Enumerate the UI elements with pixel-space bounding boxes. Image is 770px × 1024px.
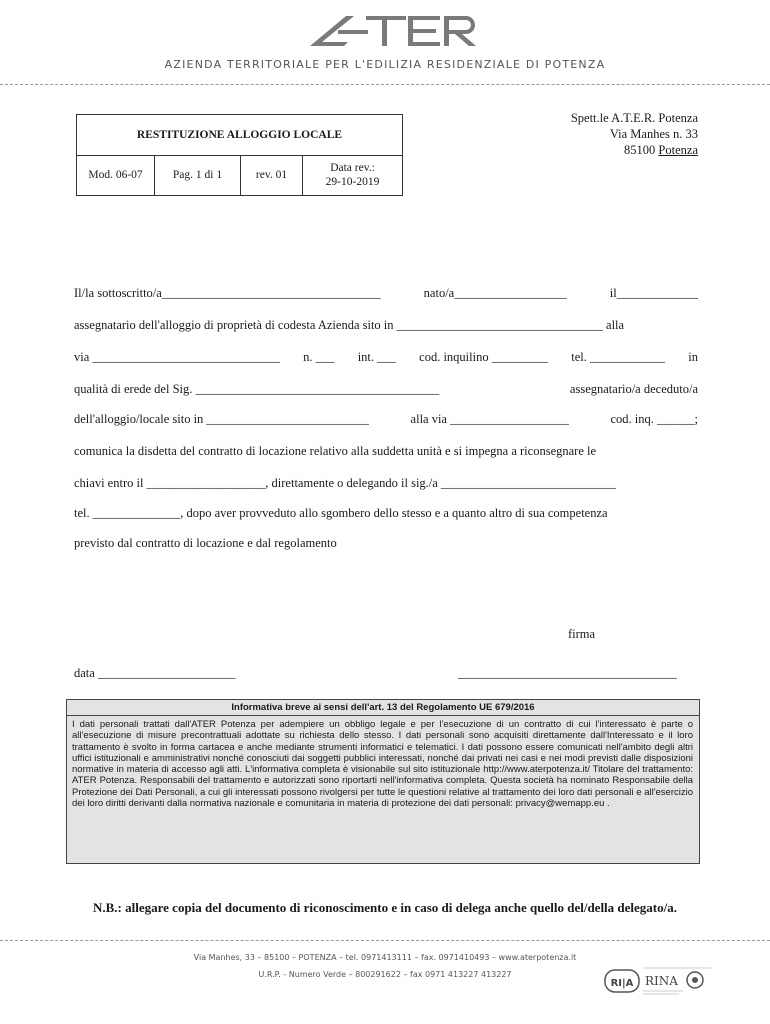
date-field[interactable]: data ______________________: [74, 666, 236, 680]
privacy-title: Informativa breve ai sensi dell'art. 13 del Regolamento UE 679/2016: [67, 700, 699, 716]
svg-text:RI|A: RI|A: [610, 978, 634, 989]
svg-text:RINA: RINA: [645, 974, 678, 988]
signature-field[interactable]: ___________________________________: [458, 666, 677, 680]
keys-return-field[interactable]: chiavi entro il ___________________, direttamente o delegando il sig./a ____________________________: [74, 476, 616, 490]
in-text: in: [688, 350, 698, 364]
body-line-8: [74, 506, 698, 521]
interior-field[interactable]: int. ___: [357, 350, 396, 364]
privacy-notice-box: [66, 699, 700, 864]
property-location-field[interactable]: assegnatario dell'alloggio di proprietà di codesta Azienda sito in _________________________________ alla: [74, 318, 625, 332]
deceased-text: assegnatario/a deceduto/a: [569, 382, 698, 396]
attachment-note: N.B.: allegare copia del documento di riconoscimento e in caso di delega anche quello del/della delegato/a.: [92, 900, 677, 915]
body-line-4: [74, 382, 698, 397]
addressee-block: [571, 110, 698, 158]
footer-divider: [0, 940, 770, 941]
revision-date-label: Data rev.:: [330, 162, 375, 174]
ater-logo: [308, 14, 478, 48]
body-line-6: [74, 444, 698, 459]
body-line-5: [74, 412, 698, 427]
street-field[interactable]: via ______________________________: [74, 350, 280, 364]
form-id-table: [76, 114, 403, 196]
footer-contacts: Via Manhes, 33 – 85100 – POTENZA – tel. 0971413111 – fax. 0971410493 – www.aterpotenza.it: [193, 953, 577, 962]
form-revision: rev. 01: [241, 155, 303, 195]
body-line-9: previsto dal contratto di locazione e dal regolamento: [74, 536, 337, 550]
delegate-phone-field[interactable]: tel. ______________, dopo aver provveduto allo sgombero dello stesso e a quanto altro di sua competenza: [74, 506, 608, 520]
addressee-cap: 85100: [624, 143, 656, 157]
heir-of-field[interactable]: qualità di erede del Sig. _______________________________________: [74, 382, 440, 396]
addressee-city-line: [571, 142, 698, 158]
body-line-2: [74, 318, 698, 333]
form-module: Mod. 06-07: [77, 155, 155, 195]
unit-street-field[interactable]: alla via ___________________: [410, 412, 569, 426]
rina-certification-logo: [603, 960, 713, 1000]
termination-text: comunica la disdetta del contratto di locazione relativo alla suddetta unità e si impegna a riconsegnare le: [74, 444, 597, 458]
unit-location-field[interactable]: dell'alloggio/locale sito in __________________________: [74, 412, 369, 426]
signature-label: firma: [568, 627, 596, 641]
signatory-field[interactable]: Il/la sottoscritto/a___________________________________: [74, 286, 381, 300]
body-line-7: [74, 476, 698, 491]
birthdate-field[interactable]: il_____________: [609, 286, 698, 300]
phone-field[interactable]: tel. ____________: [571, 350, 665, 364]
form-revision-date: [303, 155, 402, 195]
form-page: Pag. 1 di 1: [155, 155, 241, 195]
addressee-street: Via Manhes n. 33: [609, 127, 698, 141]
addressee-name: Spett.le A.T.E.R. Potenza: [570, 111, 698, 125]
number-field[interactable]: n. ___: [303, 350, 335, 364]
unit-code-field[interactable]: cod. inq. ______;: [610, 412, 698, 426]
tenant-code-field[interactable]: cod. inquilino _________: [419, 350, 548, 364]
revision-date-value: 29-10-2019: [325, 176, 380, 188]
body-line-3: [74, 350, 698, 365]
birthplace-field[interactable]: nato/a__________________: [423, 286, 567, 300]
form-title: RESTITUZIONE ALLOGGIO LOCALE: [77, 115, 402, 156]
agency-name: AZIENDA TERRITORIALE PER L'EDILIZIA RESIDENZIALE DI POTENZA: [164, 58, 606, 71]
body-line-1: [74, 286, 698, 301]
footer-urp: U.R.P. - Numero Verde – 800291622 – fax 0971 413227 413227: [258, 970, 512, 979]
privacy-text: I dati personali trattati dall'ATER Potenza per adempiere un obbligo legale e per l'esecuzione di un contratto di cui l'interessato è parte o all'esecuzione di misure precontrattuali adottate su richiesta dello stesso. I dati personali sono acquisiti direttamente dall'Interessato e il loro trattamento è svolto in forma cartacea e anche mediante strumenti informatici e telematici. I dati possono essere comunicati nell'ambito degli altri uffici istituzionali e amministrativi nonché conosciuti dai soggetti pubblici interessati, nonché dai privati nei casi e nei modi previsti dalle disposizioni normative in materia di accesso agli atti. L'informativa completa è visionabile sul sito istituzionale http://www.aterpotenza.it/ Titolare del trattamento: ATER Potenza. Responsabili del trattamento e autorizzati sono riportarti nell'informativa completa. Questa società ha nominato Responsabile della Protezione dei Dati Personali, a cui gli interessati possono rivolgersi per tutte le questioni relative al trattamento dei loro dati personali e all'esercizio dei loro diritti derivanti dalla normativa nazionale e comunitaria in materia di protezione dei dati personali: privacy@wemapp.eu .: [72, 719, 693, 810]
header-divider: [0, 84, 770, 85]
addressee-city: Potenza: [658, 143, 698, 157]
